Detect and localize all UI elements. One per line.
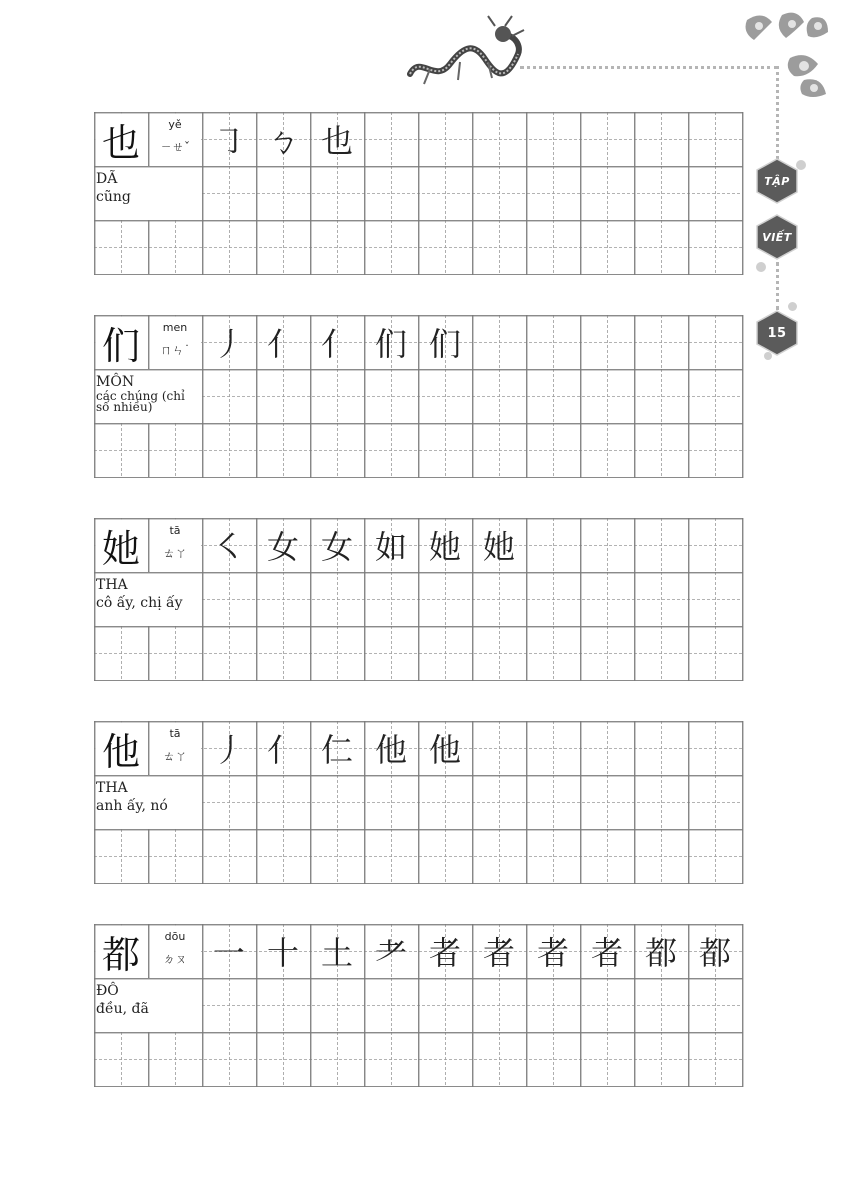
practice-block <box>94 112 745 275</box>
stroke-step: 丿 <box>212 731 245 769</box>
stroke-step: 们 <box>374 325 407 363</box>
main-character: 都 <box>101 932 140 977</box>
zhuyin: ㄇㄣ˙ <box>159 343 190 357</box>
practice-block <box>94 924 745 1087</box>
pinyin: tā <box>169 524 181 537</box>
page-number: 15 <box>767 325 787 341</box>
stroke-step: 丿 <box>212 325 245 363</box>
viet-reading <box>96 576 202 612</box>
pinyin: tā <box>169 727 181 740</box>
corner-ornament <box>742 10 832 100</box>
viet-badge-label: VIẾT <box>762 230 792 244</box>
zhuyin: ㄊㄚ <box>162 546 187 560</box>
han-viet-label: THA <box>96 577 128 593</box>
zhuyin: ㄧㄝˇ <box>159 140 190 154</box>
stroke-step: 们 <box>428 325 461 363</box>
meaning-text: các chúng (chỉ số nhiều) <box>96 389 185 414</box>
meaning-text: cũng <box>96 189 131 205</box>
dragon-illustration <box>400 14 530 92</box>
stroke-step: 一 <box>212 934 245 972</box>
stroke-step: 者 <box>428 934 461 972</box>
stroke-step: 他 <box>428 731 461 769</box>
main-character: 他 <box>101 729 140 774</box>
pinyin: dōu <box>164 930 186 943</box>
stroke-step: 者 <box>536 934 569 972</box>
dotted-border-top <box>520 66 778 69</box>
stroke-step: 都 <box>698 934 731 972</box>
decor-dot <box>756 262 766 272</box>
decor-dot <box>796 160 806 170</box>
stroke-step: 女 <box>320 528 353 566</box>
stroke-step: 仁 <box>320 731 353 769</box>
decor-dot <box>788 302 797 311</box>
stroke-step: ㇆ <box>212 122 245 160</box>
stroke-step: 亻 <box>266 325 299 363</box>
han-viet-label: ĐÔ <box>96 983 119 999</box>
stroke-step: 她 <box>482 528 515 566</box>
stroke-step: 者 <box>590 934 623 972</box>
pinyin: yě <box>168 118 182 131</box>
stroke-step: 土 <box>320 934 353 972</box>
han-viet-label: MÔN <box>96 374 135 390</box>
stroke-step: 也 <box>320 122 353 160</box>
meaning-text: đều, đã <box>96 1001 149 1017</box>
meaning-text: anh ấy, nó <box>96 798 168 814</box>
stroke-step: 十 <box>266 934 299 972</box>
han-viet-label: DÃ <box>96 171 118 187</box>
tap-badge-label: TẬP <box>764 174 790 188</box>
zhuyin: ㄊㄚ <box>162 749 187 763</box>
stroke-step: ㇛ <box>212 528 245 566</box>
main-character: 也 <box>101 120 140 165</box>
stroke-step: 亻 <box>320 325 353 363</box>
decor-dot <box>764 352 772 360</box>
stroke-step: 都 <box>644 934 677 972</box>
zhuyin: ㄉㄡ <box>162 952 187 966</box>
stroke-step: ㄅ <box>266 122 299 160</box>
page-number-badge <box>754 310 800 356</box>
viet-reading <box>96 170 202 206</box>
tap-badge <box>754 158 800 204</box>
practice-block <box>94 518 745 681</box>
stroke-step: 如 <box>374 528 407 566</box>
main-character: 她 <box>101 526 140 571</box>
main-character: 们 <box>101 323 140 368</box>
meaning-text: cô ấy, chị ấy <box>96 595 183 611</box>
stroke-step: 女 <box>266 528 299 566</box>
han-viet-label: THA <box>96 780 128 796</box>
viet-reading <box>96 982 202 1018</box>
practice-block <box>94 721 745 884</box>
stroke-step: 他 <box>374 731 407 769</box>
viet-reading <box>96 373 202 413</box>
stroke-step: 亻 <box>266 731 299 769</box>
dotted-border-side-lower <box>776 262 779 310</box>
pinyin: men <box>162 321 188 334</box>
stroke-step: 她 <box>428 528 461 566</box>
stroke-step: 者 <box>482 934 515 972</box>
stroke-step: 耂 <box>374 934 407 972</box>
practice-block <box>94 315 745 478</box>
viet-reading <box>96 779 202 815</box>
viet-badge <box>754 214 800 260</box>
